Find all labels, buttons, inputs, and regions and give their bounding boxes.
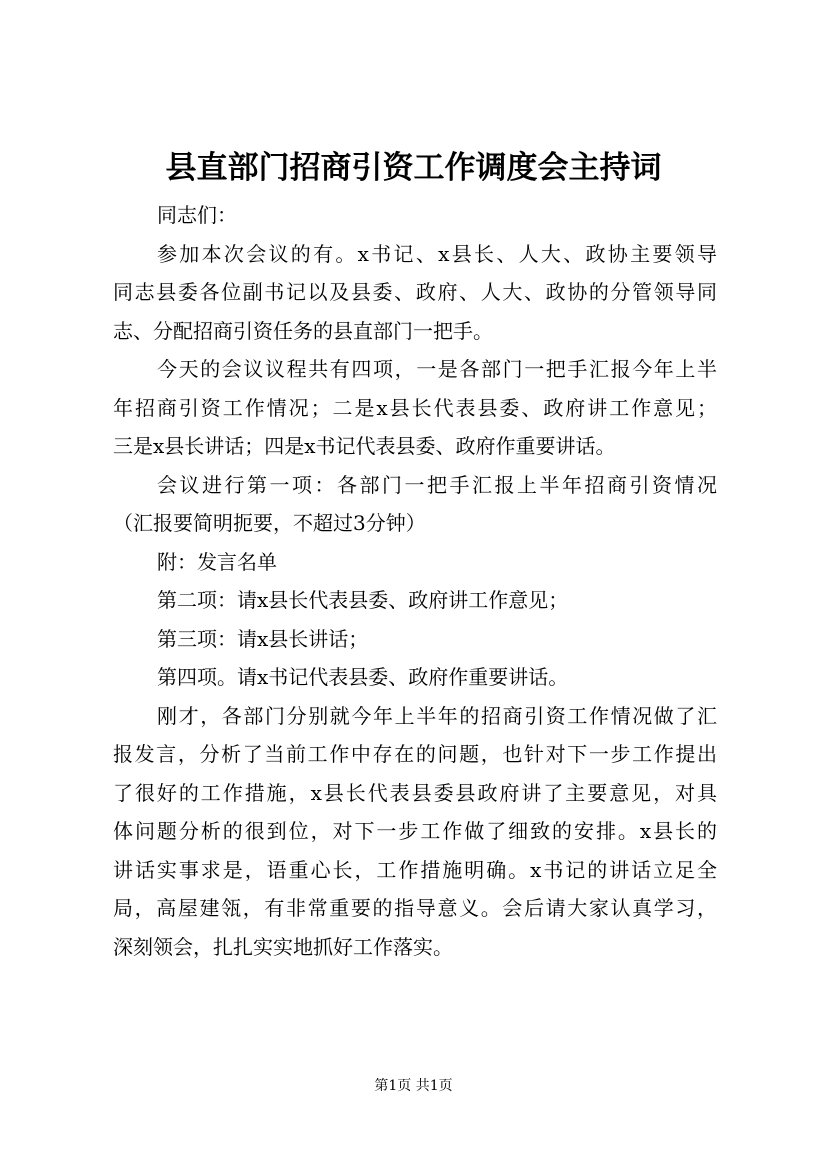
paragraph-line: 第三项：请x县长讲话； bbox=[157, 626, 369, 651]
paragraph-line: 讲话实事求是，语重心长，工作措施明确。x书记的讲话立足全 bbox=[113, 857, 717, 882]
paragraph-line: 今天的会议议程共有四项，一是各部门一把手汇报今年上半 bbox=[157, 357, 717, 381]
paragraph-line: 志、分配招商引资任务的县直部门一把手。 bbox=[113, 318, 493, 343]
paragraph-line: 会议进行第一项：各部门一把手汇报上半年招商引资情况 bbox=[157, 472, 717, 497]
paragraph-line: 参加本次会议的有。x书记、x县长、人大、政协主要领导 bbox=[157, 241, 717, 266]
paragraph-line: 第四项。请x书记代表县委、政府作重要讲话。 bbox=[157, 665, 569, 689]
paragraph-line: 年招商引资工作情况；二是x县长代表县委、政府讲工作意见； bbox=[113, 395, 717, 420]
paragraph-line: 同志们： bbox=[157, 203, 237, 227]
paragraph-line: 体问题分析的很到位，对下一步工作做了细致的安排。x县长的 bbox=[113, 819, 717, 843]
paragraph-line: 附：发言名单 bbox=[157, 549, 277, 574]
document-title: 县直部门招商引资工作调度会主持词 bbox=[165, 150, 662, 186]
paragraph-line: 第二项：请x县长代表县委、政府讲工作意见； bbox=[157, 588, 569, 612]
paragraph-line: 同志县委各位副书记以及县委、政府、人大、政协的分管领导同 bbox=[113, 280, 717, 304]
paragraph-line: 报发言，分析了当前工作中存在的问题，也针对下一步工作提出 bbox=[113, 742, 717, 766]
paragraph-line: 局，高屋建瓴，有非常重要的指导意义。会后请大家认真学习， bbox=[113, 896, 717, 920]
paragraph-line: 刚才，各部门分别就今年上半年的招商引资工作情况做了汇 bbox=[157, 703, 717, 728]
paragraph-line: 深刻领会，扎扎实实地抓好工作落实。 bbox=[113, 934, 453, 959]
paragraph-line: （汇报要简明扼要，不超过3分钟） bbox=[113, 511, 426, 535]
page-number-footer: 第1页 共1页 bbox=[374, 1078, 453, 1094]
paragraph-line: 了很好的工作措施，x县长代表县委县政府讲了主要意见，对具 bbox=[113, 780, 717, 805]
paragraph-line: 三是x县长讲话；四是x书记代表县委、政府作重要讲话。 bbox=[113, 434, 616, 458]
document-body bbox=[113, 196, 717, 966]
